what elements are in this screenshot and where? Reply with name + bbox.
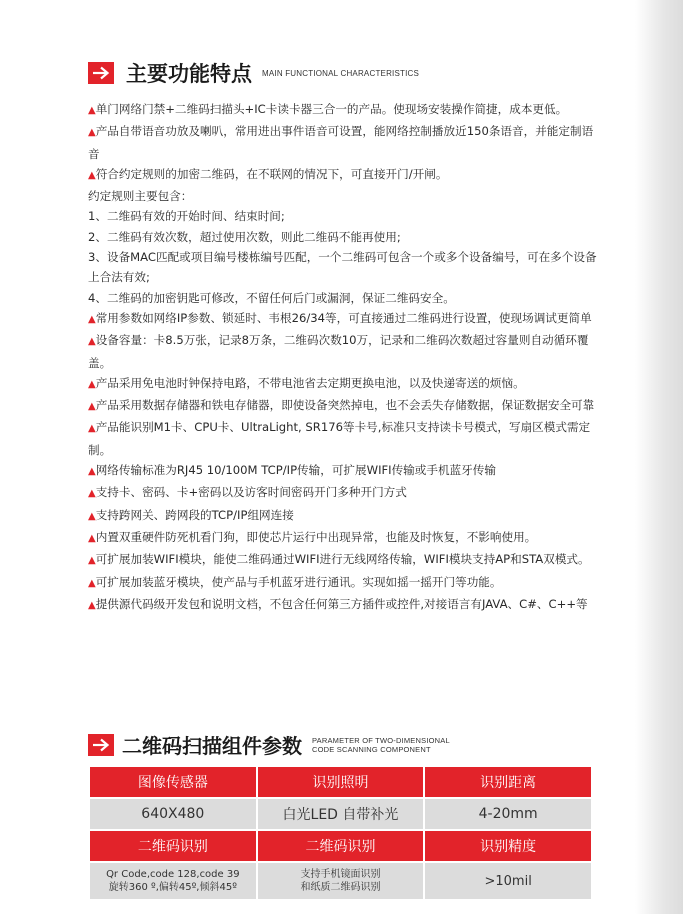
feature-text: 产品采用数据存储器和铁电存储器，即使设备突然掉电，也不会丢失存储数据，保证数据安全可靠 bbox=[95, 398, 595, 413]
triangle-bullet-icon: ▲ bbox=[88, 599, 96, 611]
cell-line: 支持手机镜面识别 bbox=[300, 869, 381, 880]
value-cell: 白光LED 自带补光 bbox=[258, 799, 424, 829]
feature-text: 可扩展加装WIFI模块，能使二维码通过WIFI进行无线网络传输，WIFI模块支持AP和STA双模式。 bbox=[95, 552, 590, 567]
feature-text: 支持卡、密码、卡+密码以及访客时间密码开门多种开门方式 bbox=[95, 485, 407, 500]
section-title: 主要功能特点 bbox=[126, 62, 252, 86]
feature-item bbox=[88, 247, 598, 288]
table-header-row bbox=[90, 767, 591, 797]
feature-item bbox=[88, 164, 598, 186]
triangle-bullet-icon: ▲ bbox=[88, 577, 96, 589]
feature-list bbox=[88, 99, 598, 616]
section-header-features bbox=[88, 58, 419, 88]
feature-item bbox=[88, 527, 598, 549]
feature-item bbox=[88, 99, 598, 121]
triangle-bullet-icon: ▲ bbox=[88, 532, 96, 544]
value-cell bbox=[425, 863, 591, 899]
feature-text: 支持跨网关、跨网段的TCP/IP组网连接 bbox=[95, 507, 294, 522]
value-cell: 4-20mm bbox=[425, 799, 591, 829]
feature-item bbox=[88, 121, 598, 164]
feature-text: 1、二维码有效的开始时间、结束时间; bbox=[88, 209, 285, 224]
triangle-bullet-icon: ▲ bbox=[88, 510, 96, 522]
feature-text: 提供源代码级开发包和说明文档，不包含任何第三方插件或控件,对接语言有JAVA、C#、C++等 bbox=[95, 596, 588, 611]
feature-text: 约定规则主要包含： bbox=[88, 189, 193, 204]
feature-item bbox=[88, 482, 598, 504]
subtitle-line: CODE SCANNING COMPONENT bbox=[312, 744, 431, 754]
value-cell: 640X480 bbox=[90, 799, 256, 829]
feature-text: 符合约定规则的加密二维码，在不联网的情况下，可直接开门/开闸。 bbox=[95, 166, 448, 181]
feature-item bbox=[88, 206, 598, 226]
page-edge-shadow bbox=[635, 0, 683, 914]
feature-text: 3、设备MAC匹配或项目编号楼栋编号匹配，一个二维码可包含一个或多个设备编号，可在多个设备上合法有效; bbox=[88, 250, 597, 285]
triangle-bullet-icon: ▲ bbox=[88, 105, 96, 116]
feature-item bbox=[88, 505, 598, 527]
triangle-bullet-icon: ▲ bbox=[88, 555, 96, 567]
subtitle-line: PARAMETER OF TWO-DIMENSIONAL bbox=[312, 735, 450, 745]
feature-item bbox=[88, 460, 598, 482]
feature-item bbox=[88, 395, 598, 417]
feature-text: 常用参数如网络IP参数、锁延时、韦根26/34等，可直接通过二维码进行设置，使现场调试更简单 bbox=[95, 310, 592, 325]
table-header-row bbox=[90, 831, 591, 861]
feature-text: 2、二维码有效次数，超过使用次数，则此二维码不能再使用; bbox=[88, 229, 401, 244]
feature-item bbox=[88, 330, 598, 373]
feature-text: 产品能识别M1卡、CPU卡、UltraLight, SR176等卡号,标准只支持读卡号模式，写扇区模式需定制。 bbox=[88, 420, 591, 457]
value-cell bbox=[90, 863, 256, 899]
triangle-bullet-icon: ▲ bbox=[88, 423, 96, 435]
cell-line: 旋转360 º,偏转45º,倾斜45º bbox=[108, 882, 237, 893]
feature-text: 网络传输标准为RJ45 10/100M TCP/IP传输，可扩展WIFI传输或手机蓝牙传输 bbox=[95, 463, 496, 478]
header-cell: 二维码识别 bbox=[90, 831, 256, 861]
feature-text: 产品采用免电池时钟保持电路，不带电池省去定期更换电池，以及快递寄送的烦恼。 bbox=[95, 375, 525, 390]
value-cell bbox=[258, 863, 424, 899]
feature-item bbox=[88, 227, 598, 247]
section-subtitle bbox=[312, 736, 450, 754]
feature-item bbox=[88, 186, 598, 206]
section-title: 二维码扫描组件参数 bbox=[122, 734, 302, 758]
spec-table bbox=[88, 765, 593, 901]
cell-line: >10mil bbox=[484, 873, 532, 889]
table-row bbox=[90, 863, 591, 899]
triangle-bullet-icon: ▲ bbox=[88, 401, 96, 413]
feature-item bbox=[88, 288, 598, 308]
arrow-right-icon bbox=[88, 734, 114, 756]
header-cell: 识别照明 bbox=[258, 767, 424, 797]
header-cell: 图像传感器 bbox=[90, 767, 256, 797]
triangle-bullet-icon: ▲ bbox=[88, 336, 96, 348]
section-subtitle: MAIN FUNCTIONAL CHARACTERISTICS bbox=[262, 68, 420, 78]
header-cell: 二维码识别 bbox=[258, 831, 424, 861]
feature-item bbox=[88, 417, 598, 460]
triangle-bullet-icon: ▲ bbox=[88, 127, 96, 139]
feature-item bbox=[88, 594, 598, 616]
feature-item bbox=[88, 572, 598, 594]
feature-item bbox=[88, 308, 598, 330]
cell-line: Qr Code,code 128,code 39 bbox=[106, 869, 240, 880]
triangle-bullet-icon: ▲ bbox=[88, 313, 96, 325]
triangle-bullet-icon: ▲ bbox=[88, 466, 96, 478]
feature-text: 产品自带语音功放及喇叭，常用进出事件语音可设置，能网络控制播放近150条语音，并能定制语音 bbox=[88, 124, 594, 161]
feature-text: 4、二维码的加密钥匙可修改，不留任何后门或漏洞，保证二维码安全。 bbox=[88, 290, 455, 305]
feature-text: 设备容量：卡8.5万张，记录8万条，二维码次数10万，记录和二维码次数超过容量则自动循环覆盖。 bbox=[88, 333, 589, 370]
section-header-scanner bbox=[88, 730, 450, 759]
arrow-right-icon bbox=[88, 62, 114, 84]
header-cell: 识别距离 bbox=[425, 767, 591, 797]
feature-text: 内置双重硬件防死机看门狗，即使芯片运行中出现异常，也能及时恢复，不影响使用。 bbox=[95, 529, 537, 544]
feature-text: 可扩展加装蓝牙模块，使产品与手机蓝牙进行通讯。实现如摇一摇开门等功能。 bbox=[95, 574, 502, 589]
triangle-bullet-icon: ▲ bbox=[88, 488, 96, 500]
cell-line: 和纸质二维码识别 bbox=[300, 882, 381, 893]
triangle-bullet-icon: ▲ bbox=[88, 378, 96, 390]
feature-item bbox=[88, 373, 598, 395]
header-cell: 识别精度 bbox=[425, 831, 591, 861]
table-row bbox=[90, 799, 591, 829]
triangle-bullet-icon: ▲ bbox=[88, 169, 96, 181]
feature-item bbox=[88, 549, 598, 571]
feature-text: 单门网络门禁+二维码扫描头+IC卡读卡器三合一的产品。使现场安装操作简捷，成本更低。 bbox=[95, 102, 568, 116]
